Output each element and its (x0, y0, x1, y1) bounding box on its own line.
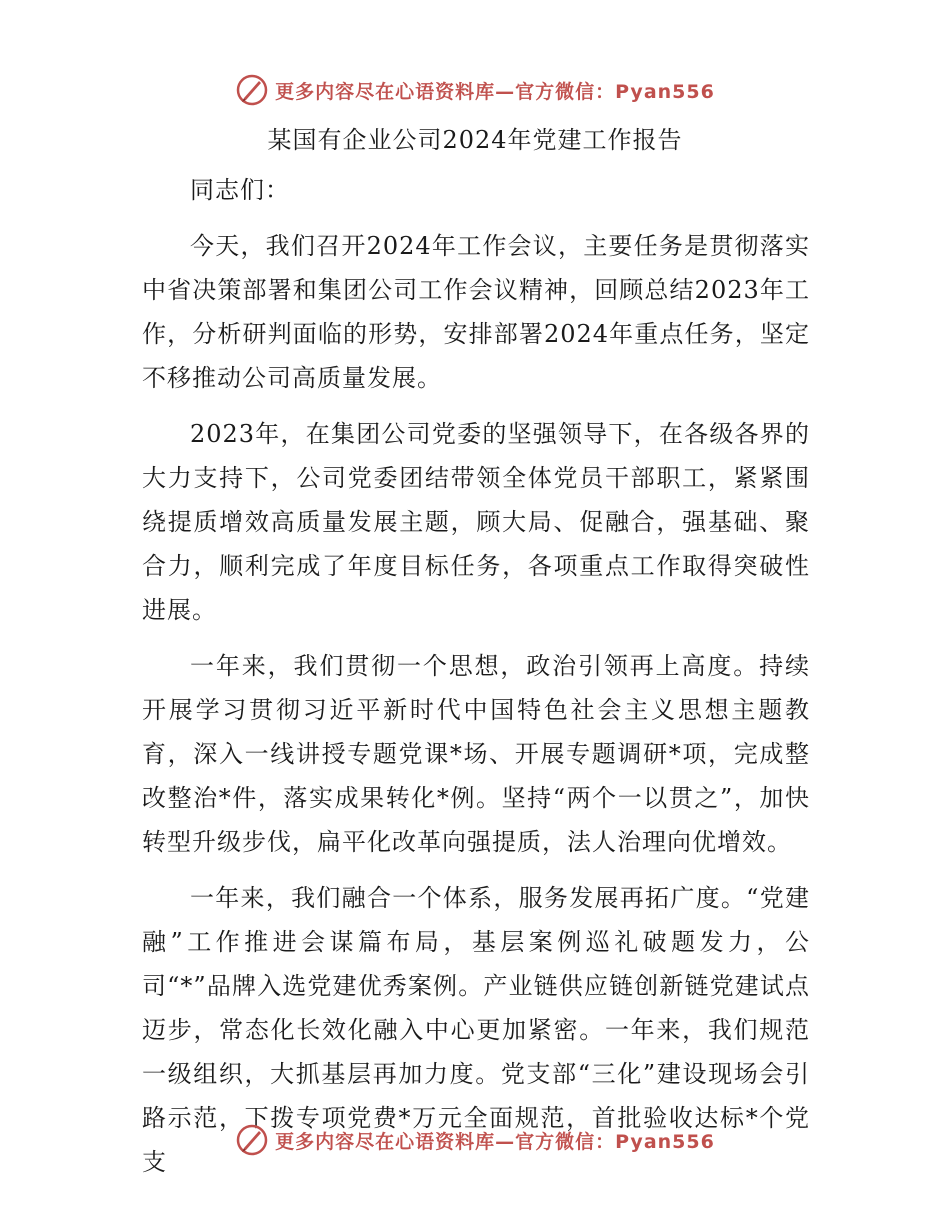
quill-pen-logo-icon (235, 73, 269, 107)
watermark-text: 更多内容尽在心语资料库—官方微信：Pyan556 (275, 1130, 715, 1153)
document-body (142, 168, 810, 1196)
paragraph: 今天，我们召开2024年工作会议，主要任务是贯彻落实中省决策部署和集团公司工作会议精神，回顾总结2023年工作，分析研判面临的形势，安排部署2024年重点任务，坚定不移推动公司高质量发展。 (142, 232, 810, 392)
footer-watermark (0, 1122, 950, 1158)
paragraph: 2023年，在集团公司党委的坚强领导下，在各级各界的大力支持下，公司党委团结带领全体党员干部职工，紧紧围绕提质增效高质量发展主题，顾大局、促融合，强基础、聚合力，顺利完成了年度目标任务，各项重点工作取得突破性进展。 (142, 420, 810, 624)
header-watermark (0, 72, 950, 108)
salutation: 同志们： (190, 176, 290, 204)
watermark-text: 更多内容尽在心语资料库—官方微信：Pyan556 (275, 80, 715, 103)
document-title: 某国有企业公司2024年党建工作报告 (267, 126, 683, 154)
paragraph: 一年来，我们融合一个体系，服务发展再拓广度。“党建融”工作推进会谋篇布局，基层案例巡礼破题发力，公司“*”品牌入选党建优秀案例。产业链供应链创新链党建试点迈步，常态化长效化融入中心更加紧密。一年来，我们规范一级组织，大抓基层再加力度。党支部“三化”建设现场会引路示范，下拨专项党费*万元全面规范，首批验收达标*个党支 (142, 884, 810, 1176)
quill-pen-logo-icon (235, 1123, 269, 1157)
paragraph: 一年来，我们贯彻一个思想，政治引领再上高度。持续开展学习贯彻习近平新时代中国特色社会主义思想主题教育，深入一线讲授专题党课*场、开展专题调研*项，完成整改整治*件，落实成果转化*例。坚持“两个一以贯之”，加快转型升级步伐，扁平化改革向强提质，法人治理向优增效。 (142, 652, 810, 856)
